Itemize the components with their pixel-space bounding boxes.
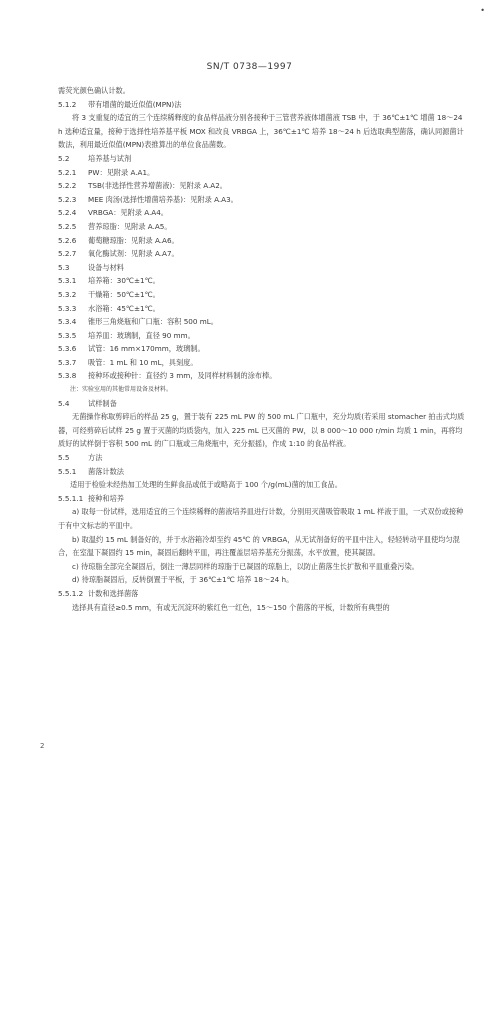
- clause-text: 方法: [88, 453, 103, 463]
- clause-number: 5.5.1.2: [58, 588, 84, 598]
- body-text: [58, 84, 468, 614]
- numbered-clause: [58, 152, 468, 166]
- clause-number: 5.3.6: [58, 344, 77, 354]
- clause-number: 5.4: [58, 398, 70, 408]
- clause-number: 5.1.2: [58, 99, 77, 109]
- paragraph: b) 取温约 15 mL 制备好的，并于水浴箱冷却至约 45℃ 的 VRBGA，从无试剂备好的平皿中注入，轻轻转动平皿使均匀混合，在室温下凝固约 15 min，凝固后翻转平皿，再注覆盖层培养基充分振荡，水平放置，使其凝固。: [58, 534, 460, 558]
- corner-mark: •: [480, 6, 485, 15]
- clause-number: 5.3.8: [58, 371, 77, 381]
- paragraph: 无菌操作称取剪碎后的样品 25 g，置于装有 225 mL PW 的 500 mL 广口瓶中，充分均质(若采用 stomacher 拍击式均质器，可经剪碎后试样 25 g 置于灭菌的均质袋内，加入 225 mL 已灭菌的 PW，以 8 000～10 000 r/min 均质 1 min，再将均质好的试样倒于容积 500 mL 的广口瓶或三角烧瓶中，充分振摇)，作成 1:10 的食品样液。: [58, 412, 465, 449]
- numbered-clause: [58, 288, 468, 302]
- numbered-clause: [58, 261, 468, 275]
- clause-text: MEE 肉汤(选择性增菌培养基)：见附录 A.A3。: [88, 194, 238, 204]
- clause-text: 氧化酶试剂：见附录 A.A7。: [88, 249, 179, 259]
- clause-number: 5.3.1: [58, 276, 77, 286]
- clause-number: 5.2: [58, 153, 70, 163]
- clause-number: 5.2.1: [58, 167, 77, 177]
- clause-text: 菌落计数法: [88, 466, 124, 476]
- clause-number: 5.3.5: [58, 330, 77, 340]
- clause-text: 干燥箱：50℃±1℃。: [88, 289, 160, 299]
- clause-number: 5.3.2: [58, 289, 77, 299]
- clause-text: 培养箱：30℃±1℃。: [88, 276, 160, 286]
- page-number: 2: [40, 742, 45, 750]
- numbered-clause: [58, 98, 468, 112]
- text-line: 需荧光颜色确认计数。: [58, 86, 130, 95]
- numbered-clause: [58, 247, 468, 261]
- clause-text: 锥形三角烧瓶和广口瓶：容积 500 mL。: [88, 317, 218, 327]
- clause-text: VRBGA：见附录 A.A4。: [88, 208, 168, 218]
- clause-text: PW：见附录 A.A1。: [88, 167, 155, 177]
- clause-number: 5.2.7: [58, 249, 77, 259]
- clause-text: TSB(非选择性营养增菌液)：见附录 A.A2。: [88, 181, 227, 191]
- numbered-clause: [58, 179, 468, 193]
- clause-text: 培养基与试剂: [88, 153, 132, 163]
- paragraph: a) 取每一份试样，选用适宜的三个连续稀释的菌液培养皿进行计数，分别用灭菌吸管吸取 1 mL 样液于皿，一式双份或接种于有中文标志的平皿中。: [58, 507, 464, 530]
- numbered-clause: [58, 369, 468, 383]
- numbered-clause: [58, 342, 468, 356]
- clause-number: 5.2.4: [58, 208, 77, 218]
- clause-number: 5.5: [58, 453, 70, 463]
- note: 注：实验室用的其他常用设备及材料。: [70, 386, 173, 394]
- numbered-clause: [58, 356, 468, 370]
- numbered-clause: [58, 274, 468, 288]
- clause-text: 吸管：1 mL 和 10 mL，具刻度。: [88, 357, 198, 367]
- clause-number: 5.3.7: [58, 357, 77, 367]
- clause-text: 接种环或接种针：直径约 3 mm，及同样材料制的涂布棒。: [88, 371, 277, 381]
- clause-number: 5.2.2: [58, 181, 77, 191]
- paragraph: c) 待琼脂全部完全凝固后，倒注一薄层同样的琼脂于已凝固的琼脂上，以防止菌落生长扩散和平皿重叠污染。: [72, 561, 419, 571]
- clause-text: 设备与材料: [88, 262, 124, 272]
- clause-number: 5.2.3: [58, 194, 77, 204]
- numbered-clause: [58, 234, 468, 248]
- numbered-clause: [58, 193, 468, 207]
- numbered-clause: [58, 206, 468, 220]
- clause-text: 计数和选择菌落: [88, 588, 139, 598]
- clause-number: 5.3.4: [58, 317, 77, 327]
- clause-number: 5.2.6: [58, 235, 77, 245]
- clause-body: 适用于检验未经热加工处理的生鲜食品或低于或略高于 100 个/g(mL)菌的加工食品。: [70, 480, 342, 490]
- clause-text: 试样制备: [88, 398, 117, 408]
- page-header: SN/T 0738—1997: [206, 62, 293, 72]
- clause-text: 试管：16 mm×170mm，玻璃制。: [88, 344, 205, 354]
- clause-text: 营养琼脂：见附录 A.A5。: [88, 221, 172, 231]
- paragraph: 选择具有直径≥0.5 mm，有或无沉淀环的紫红色一红色，15～150 个菌落的平板，计数所有典型的: [72, 602, 390, 612]
- clause-number: 5.5.1.1: [58, 493, 84, 503]
- numbered-clause: [58, 220, 468, 234]
- clause-number: 5.5.1: [58, 466, 77, 476]
- numbered-clause: [58, 329, 468, 343]
- clause-text: 培养皿：玻璃制，直径 90 mm。: [88, 330, 195, 340]
- clause-number: 5.2.5: [58, 221, 77, 231]
- clause-text: 接种和培养: [88, 493, 124, 503]
- numbered-clause: [58, 465, 468, 479]
- clause-number: 5.3: [58, 262, 70, 272]
- numbered-clause: [58, 492, 468, 506]
- numbered-clause: [58, 451, 468, 465]
- numbered-clause: [58, 587, 468, 601]
- paragraph: 将 3 支重复的适宜的三个连续稀释度的食品样品液分别各接种于三管营养液体增菌液 TSB 中，于 36℃±1℃ 增菌 18～24 h 选种适宜量，接种于选择性培养基平板 MOX 和改良 VRBGA 上，36℃±1℃ 培养 18～24 h 后选取典型菌落，确认同源菌计数法，利用最近似值(MPN)表推算出的单位食品菌数。: [58, 113, 464, 150]
- clause-text: 水浴箱：45℃±1℃。: [88, 303, 160, 313]
- numbered-clause: [58, 315, 468, 329]
- numbered-clause: [58, 166, 468, 180]
- numbered-clause: [58, 397, 468, 411]
- paragraph: d) 待琼脂凝固后，反转倒置于平板，于 36℃±1℃ 培养 18～24 h。: [72, 575, 294, 585]
- clause-text: 带有增菌的最近似值(MPN)法: [88, 99, 182, 109]
- clause-number: 5.3.3: [58, 303, 77, 313]
- clause-text: 葡萄糖琼脂：见附录 A.A6。: [88, 235, 179, 245]
- numbered-clause: [58, 302, 468, 316]
